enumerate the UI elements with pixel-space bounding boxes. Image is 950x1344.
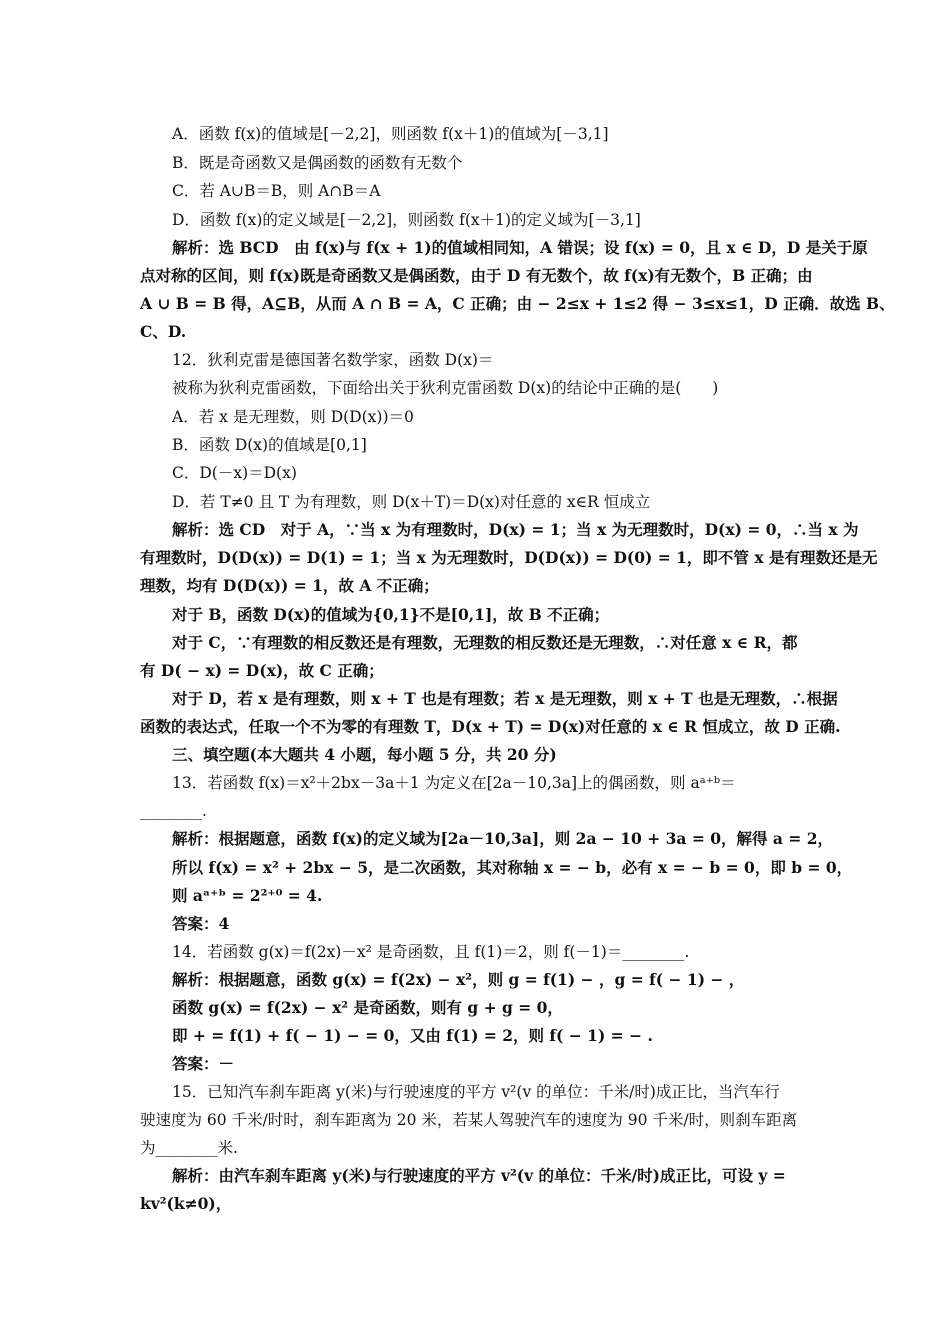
text-line: 函数的表达式，任取一个不为零的有理数 T，D(x + T) = D(x)对任意的 x ∈ R 恒成立，故 D 正确. (140, 717, 841, 736)
text-line: 驶速度为 60 千米/时时，刹车距离为 20 米，若某人驾驶汽车的速度为 90 千米/时，则刹车距离 (140, 1111, 798, 1129)
text-line: 有 D( − x) = D(x)，故 C 正确； (140, 661, 384, 680)
text-line: B．函数 D(x)的值域是[0,1] (172, 436, 367, 454)
text-line: 解析：选 BCD 由 f(x)与 f(x + 1)的值域相同知，A 错误；设 f(x) = 0，且 x ∈ D，D 是关于原 (172, 238, 868, 257)
text-line: 14．若函数 g(x)＝f(2x)－x² 是奇函数，且 f(1)＝2，则 f(－1)＝________. (172, 943, 690, 961)
text-line: ________. (140, 802, 207, 820)
text-line: A．若 x 是无理数，则 D(D(x))＝0 (172, 408, 414, 426)
text-line: 对于 C，∵有理数的相反数还是有理数，无理数的相反数还是无理数，∴对任意 x ∈ R，都 (172, 633, 798, 652)
text-line: 对于 D，若 x 是有理数，则 x + T 也是有理数；若 x 是无理数，则 x + T 也是无理数，∴根据 (172, 689, 838, 708)
text-line: 即 + = f(1) + f( − 1) − = 0，又由 f(1) = 2，则 f( − 1) = − . (172, 1026, 653, 1045)
text-line: 为________米. (140, 1139, 238, 1157)
text-line: A ∪ B = B 得，A⊆B，从而 A ∩ B = A，C 正确；由 − 2≤x + 1≤2 得 − 3≤x≤1，D 正确．故选 B、 (140, 294, 895, 313)
text-line: C、D. (140, 322, 187, 341)
text-line: 所以 f(x) = x² + 2bx − 5，是二次函数，其对称轴 x = − b，必有 x = − b = 0，即 b = 0， (172, 858, 853, 877)
text-line: 则 aᵃ⁺ᵇ = 2²⁺⁰ = 4. (172, 886, 323, 905)
text-line: 对于 B，函数 D(x)的值域为{0,1}不是[0,1]，故 B 不正确； (172, 605, 610, 624)
text-line: D．若 T≠0 且 T 为有理数，则 D(x＋T)＝D(x)对任意的 x∈R 恒成立 (172, 493, 651, 511)
text-line: 理数，均有 D(D(x)) = 1，故 A 不正确； (140, 576, 439, 595)
text-line: B．既是奇函数又是偶函数的函数有无数个 (172, 154, 463, 172)
text-line: D．函数 f(x)的定义域是[－2,2]，则函数 f(x＋1)的定义域为[－3,1] (172, 211, 641, 229)
text-line: kv²(k≠0)， (140, 1194, 232, 1213)
text-line: 解析：根据题意，函数 g(x) = f(2x) − x²，则 g = f(1) − ，g = f( − 1) − ， (172, 970, 745, 989)
text-line: 15．已知汽车刹车距离 y(米)与行驶速度的平方 v²(v 的单位：千米/时)成正比，当汽车行 (172, 1083, 780, 1101)
text-line: 解析：选 CD 对于 A，∵当 x 为有理数时，D(x) = 1；当 x 为无理数时，D(x) = 0，∴当 x 为 (172, 520, 859, 539)
text-line: C．若 A∪B＝B，则 A∩B＝A (172, 182, 381, 200)
text-line: 有理数时，D(D(x)) = D(1) = 1；当 x 为无理数时，D(D(x)) = D(0) = 1，即不管 x 是有理数还是无 (140, 548, 878, 567)
text-line: C．D(－x)＝D(x) (172, 464, 297, 482)
text-line: 解析：由汽车刹车距离 y(米)与行驶速度的平方 v²(v 的单位：千米/时)成正比，可设 y = (172, 1166, 786, 1185)
text-line: 13．若函数 f(x)＝x²＋2bx－3a＋1 为定义在[2a－10,3a]上的偶函数，则 aᵃ⁺ᵇ＝ (172, 774, 736, 792)
text-line: 答案：4 (172, 914, 230, 933)
text-line: 函数 g(x) = f(2x) − x² 是奇函数，则有 g + g = 0， (172, 998, 563, 1017)
text-line: 三、填空题(本大题共 4 小题，每小题 5 分，共 20 分) (172, 745, 557, 764)
text-line: 12．狄利克雷是德国著名数学家，函数 D(x)＝ (172, 351, 494, 369)
text-line: 被称为狄利克雷函数，下面给出关于狄利克雷函数 D(x)的结论中正确的是( ) (172, 379, 719, 397)
text-line: 答案：－ (172, 1054, 235, 1073)
text-line: A．函数 f(x)的值域是[－2,2]，则函数 f(x＋1)的值域为[－3,1] (172, 125, 609, 143)
text-line: 解析：根据题意，函数 f(x)的定义域为[2a－10,3a]，则 2a − 10 + 3a = 0，解得 a = 2， (172, 829, 834, 848)
text-line: 点对称的区间，则 f(x)既是奇函数又是偶函数，由于 D 有无数个，故 f(x)有无数个，B 正确；由 (140, 266, 813, 285)
